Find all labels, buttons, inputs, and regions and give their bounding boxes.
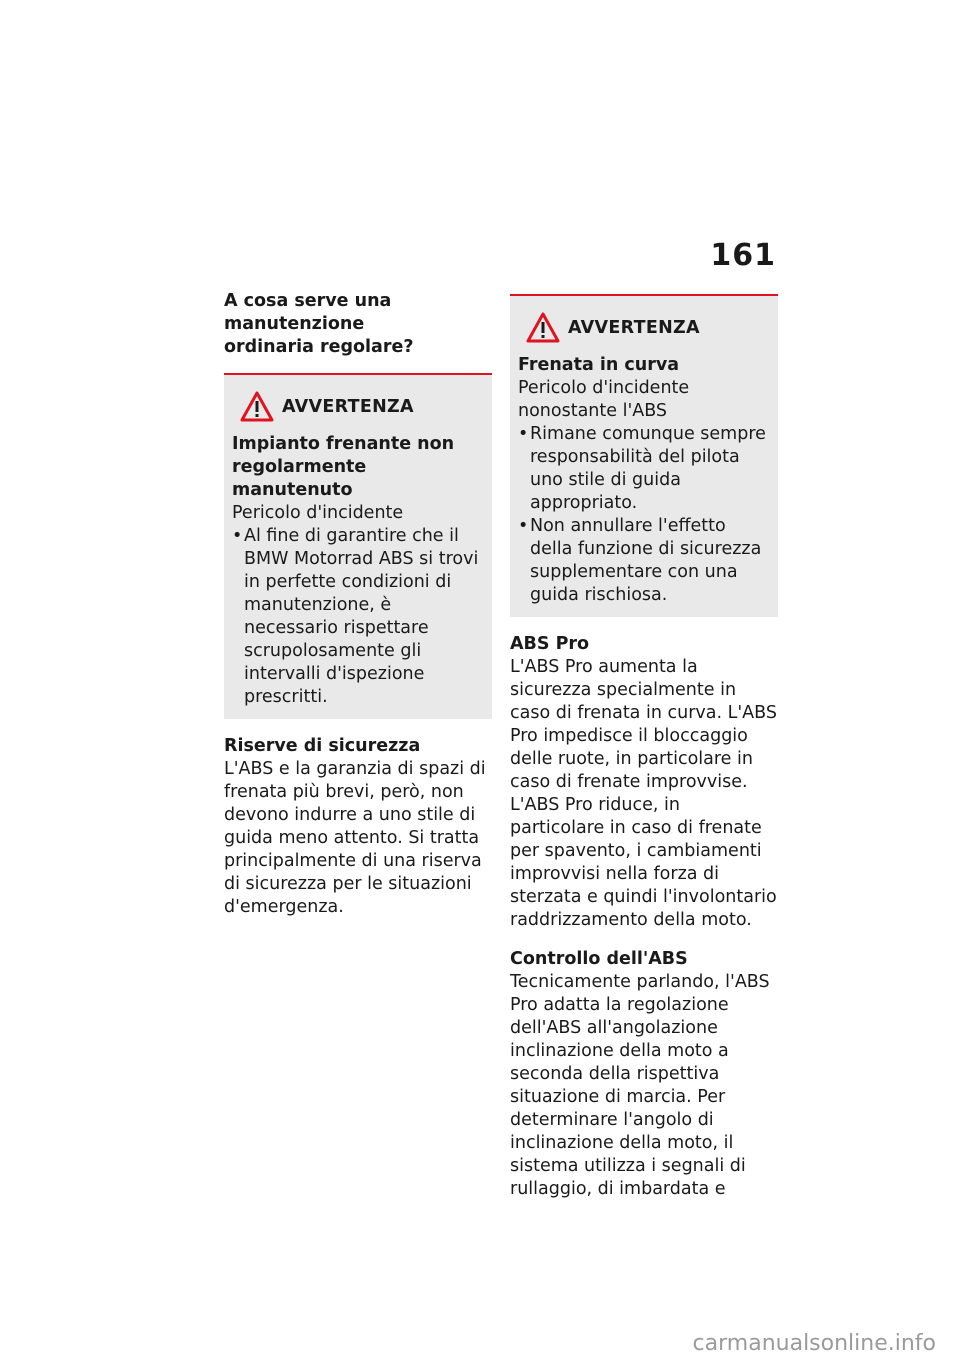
warning-bullets bbox=[232, 525, 484, 709]
safety-reserve-text: L'ABS e la garanzia di spazi di frenata più brevi, però, non devono indurre a uno stile di guida meno attento. Si tratta principalmente di una riserva di sicurezza per le situazioni d'emergenza. bbox=[224, 759, 486, 917]
warning-box-brakes bbox=[224, 375, 492, 719]
abs-pro-text: L'ABS Pro aumenta la sicurezza specialmente in caso di frenata in curva. L'ABS Pro impedisce il bloccaggio delle ruote, in particolare in caso di frenate improvvise. L'ABS Pro riduce, in particolare in caso di frenate per spavento, i cambiamenti improvvisi nella forza di sterzata e quindi l'involontario raddrizzamento della moto. bbox=[510, 657, 777, 930]
safety-reserve-heading: Riserve di sicurezza bbox=[224, 736, 421, 756]
abs-pro-section bbox=[510, 633, 778, 932]
warning-title: AVVERTENZA bbox=[568, 318, 700, 338]
left-column bbox=[224, 290, 492, 919]
abs-pro-heading: ABS Pro bbox=[510, 634, 590, 654]
warning-header bbox=[232, 391, 484, 423]
warning-bullet: • Non annullare l'effetto della funzione di sicurezza supplementare con una guida rischiosa. bbox=[518, 515, 770, 607]
warning-box-curve-braking bbox=[510, 296, 778, 617]
warning-bullets bbox=[518, 423, 770, 607]
warning-triangle-icon bbox=[240, 391, 274, 423]
page-number: 161 bbox=[710, 238, 776, 273]
warning-header bbox=[518, 312, 770, 344]
warning-intro: Pericolo d'incidente bbox=[232, 503, 404, 523]
warning-bullet: • Rimane comunque sempre responsabilità del pilota uno stile di guida appropriato. bbox=[518, 423, 770, 515]
warning-title: AVVERTENZA bbox=[282, 397, 414, 417]
warning-intro: Pericolo d'incidente nonostante l'ABS bbox=[518, 378, 690, 421]
warning-subtitle: Impianto frenante non regolarmente manutenuto bbox=[232, 434, 455, 500]
abs-control-section bbox=[510, 948, 778, 1201]
warning-subtitle: Frenata in curva bbox=[518, 355, 680, 375]
warning-bullet: • Al fine di garantire che il BMW Motorrad ABS si trovi in perfette condizioni di manutenzione, è necessario rispettare scrupolosamente gli intervalli d'ispezione prescritti. bbox=[232, 525, 484, 709]
warning-triangle-icon bbox=[526, 312, 560, 344]
safety-reserve-section bbox=[224, 735, 492, 919]
watermark: carmanualsonline.info bbox=[692, 1331, 936, 1356]
abs-control-heading: Controllo dell'ABS bbox=[510, 949, 688, 969]
maintenance-heading: A cosa serve una manutenzione ordinaria regolare? bbox=[224, 291, 414, 357]
abs-control-text: Tecnicamente parlando, l'ABS Pro adatta la regolazione dell'ABS all'angolazione inclinazione della moto a seconda della rispettiva situazione di marcia. Per determinare l'angolo di inclinazione della moto, il sistema utilizza i segnali di rullaggio, di imbardata e bbox=[510, 972, 770, 1199]
right-column bbox=[510, 294, 778, 1201]
